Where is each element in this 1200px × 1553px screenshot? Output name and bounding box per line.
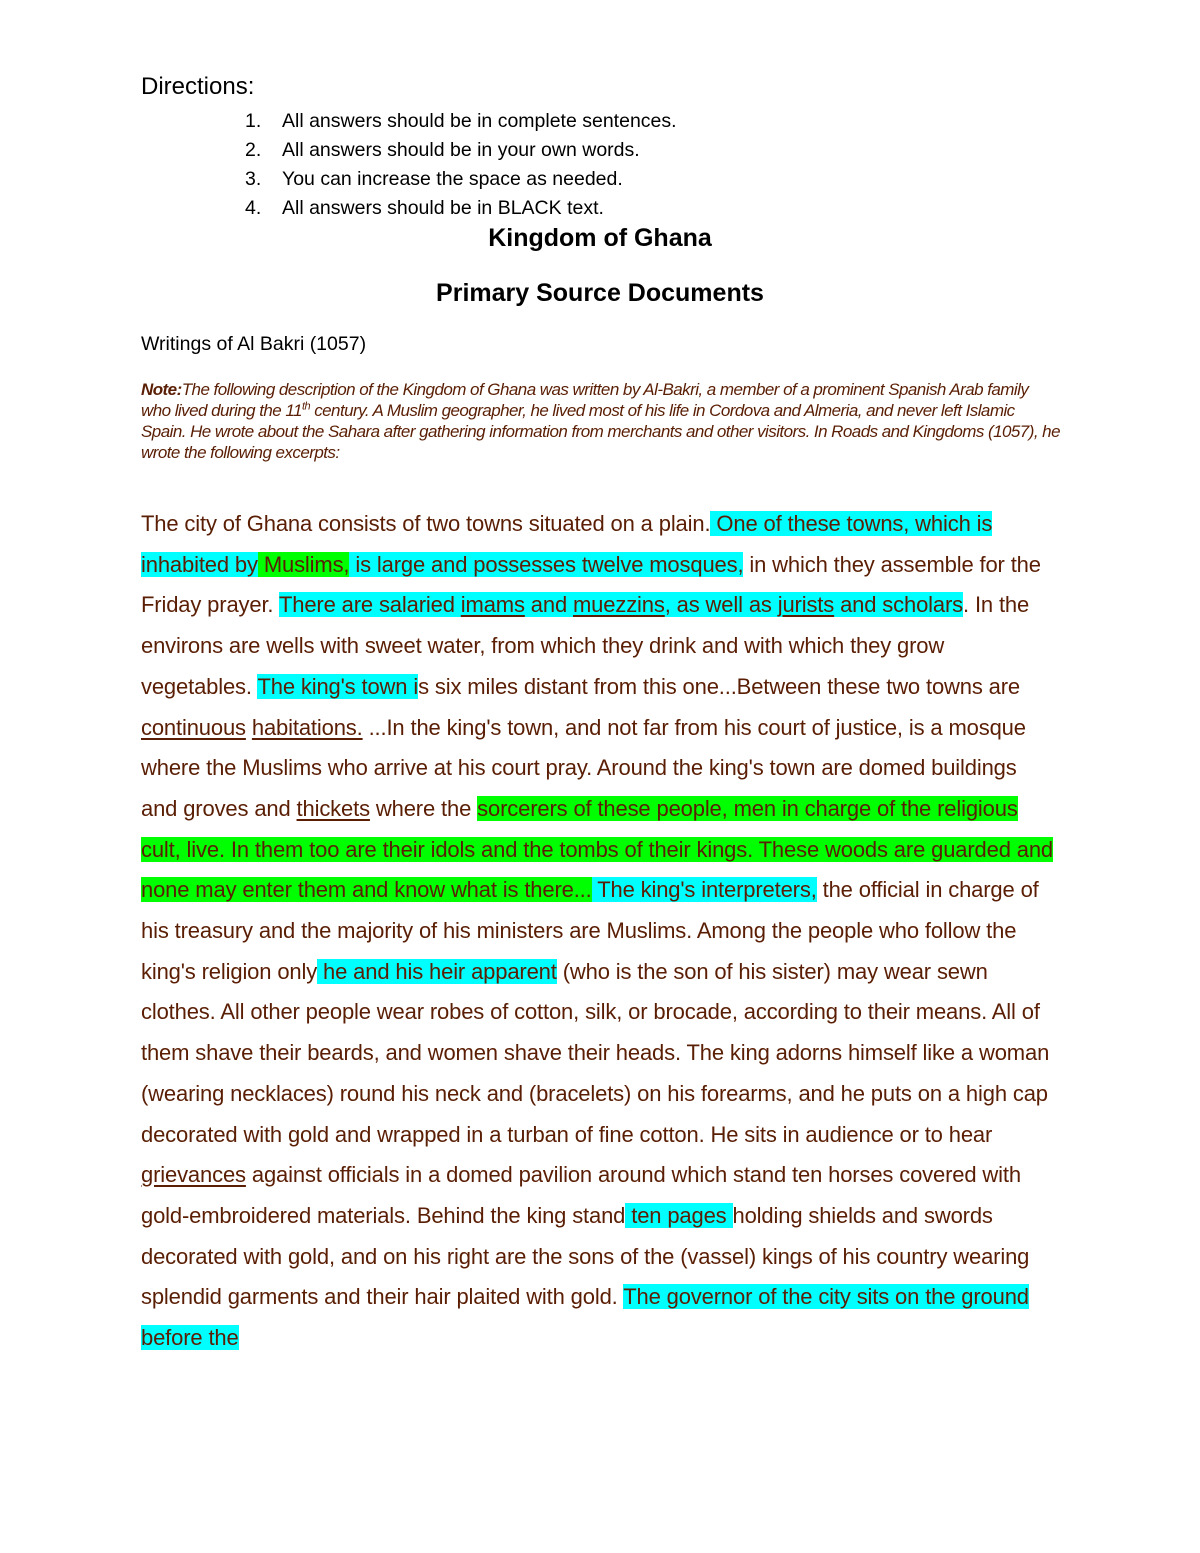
passage-text: where the (369, 795, 478, 821)
underlined-term: continuous (141, 714, 246, 740)
direction-number: 4. (245, 197, 262, 219)
highlight-cyan: The king's town i (257, 673, 419, 699)
passage-text: There are salaried (278, 592, 461, 618)
passage-text: and scholars (834, 592, 964, 618)
highlight-cyan: The governor of the city sits on the ground before the (141, 1284, 1029, 1351)
passage-text: , as well as (664, 592, 778, 618)
direction-item (245, 108, 945, 137)
underlined-term: imams (460, 592, 525, 618)
direction-text: All answers should be in complete sentences. (282, 110, 677, 132)
underlined-term: thickets (296, 795, 370, 821)
highlight-green: Muslims, (257, 551, 350, 577)
highlight-cyan (279, 592, 963, 617)
underlined-term: jurists (777, 592, 835, 618)
direction-number: 3. (245, 168, 262, 190)
underlined-term: muezzins (573, 592, 665, 618)
underlined-term: habitations. (251, 714, 363, 740)
document-subtitle: Primary Source Documents (436, 279, 764, 307)
highlight-cyan: The king's interpreters, (591, 877, 817, 903)
note-text-part1: The following description of the Kingdom of Ghana was written by Al-Bakri, a member of a prominent Spanish Arab family who lived during the 11 (141, 380, 1029, 420)
note-text-part2: century. A Muslim geographer, he lived most of his life in Cordova and Almeria, and never left Islamic Spain. He wrote about the Sahara after gathering information from merchants and other visitors. In Roads and Kingdoms (1057), he wrote the following excerpts: (141, 401, 1060, 462)
document-title: Kingdom of Ghana (488, 224, 712, 252)
passage-text: ...In the king's town, and not far from his court of justice, is a mosque where the Muslims who arrive at his court pray. Around the king's town are domed buildings and groves and (141, 714, 1026, 821)
direction-item (245, 166, 945, 195)
note-superscript: th (301, 400, 311, 413)
note-label: Note: (141, 380, 182, 399)
highlight-cyan: One of these towns, which is inhabited by (141, 511, 993, 577)
directions-list (245, 108, 945, 224)
direction-text: All answers should be in your own words. (282, 139, 640, 161)
passage-text: against officials in a domed pavilion around which stand ten horses covered with gold-embroidered materials. Behind the king stand (141, 1162, 1021, 1228)
direction-item (245, 195, 945, 224)
direction-item (245, 137, 945, 166)
primary-source-passage (141, 504, 1056, 1359)
passage-text: holding shields and swords decorated with gold, and on his right are the sons of the (vassel) kings of his country wearing splendid garments and their hair plaited with gold. (141, 1202, 1030, 1310)
direction-number: 2. (245, 139, 262, 161)
passage-text: . In the environs are wells with sweet water, from which they drink and with which they grow vegetables. (141, 592, 1030, 699)
passage-text: (who is the son of his sister) may wear sewn clothes. All other people wear robes of cotton, silk, or brocade, according to their means. All of them shave their beards, and women shave their heads. The king adorns himself like a woman (wearing necklaces) round his neck and (bracelets) on his forearms, and he puts on a high cap decorated with gold and wrapped in a turban of fine cotton. He sits in audience or to hear (141, 958, 1050, 1147)
highlight-green: sorcerers of these people, men in charge of the religious cult, live. In them too are their idols and the tombs of their kings. These woods are guarded and none may enter them and know what is there... (141, 795, 1054, 903)
direction-text: All answers should be in BLACK text. (282, 197, 604, 219)
source-line: Writings of Al Bakri (1057) (141, 333, 367, 355)
passage-text: the official in charge of his treasury and the majority of his ministers are Muslims. Among the people who follow the king's religion only (141, 877, 1039, 984)
direction-number: 1. (245, 110, 262, 132)
underlined-term: grievances (141, 1162, 246, 1188)
highlight-cyan: he and his heir apparent (317, 958, 557, 984)
passage-text: The city of Ghana consists of two towns situated on a plain. (141, 511, 711, 536)
passage-text: in which they assemble for the Friday prayer. (141, 551, 1041, 618)
note-paragraph (141, 379, 1061, 463)
passage-text: and (524, 592, 573, 618)
highlight-cyan: is large and possesses twelve mosques, (349, 551, 744, 577)
directions-heading: Directions: (141, 73, 255, 100)
passage-text: s six miles distant from this one...Between these two towns are (418, 673, 1021, 699)
highlight-cyan: ten pages (625, 1202, 733, 1228)
direction-text: You can increase the space as needed. (282, 168, 623, 190)
